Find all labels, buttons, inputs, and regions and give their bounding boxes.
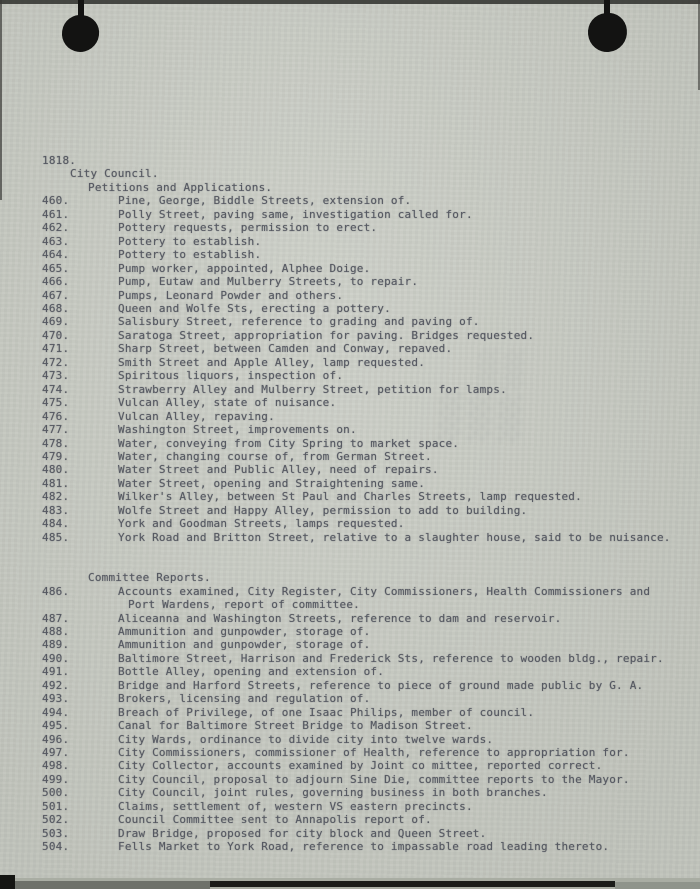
index-entry-row bbox=[0, 517, 700, 530]
entry-number: 481. bbox=[42, 476, 70, 490]
entry-number: 478. bbox=[42, 436, 70, 450]
entry-text: Ammunition and gunpowder, storage of. bbox=[118, 638, 371, 652]
entry-number: 503. bbox=[42, 826, 70, 840]
entry-text: Accounts examined, City Register, City Commissioners, Health Commissioners and bbox=[118, 584, 651, 598]
entry-number: 460. bbox=[42, 194, 70, 208]
entry-text: City Wards, ordinance to divide city into twelve wards. bbox=[118, 732, 494, 746]
index-entry-row bbox=[0, 625, 700, 638]
entry-number: 501. bbox=[42, 799, 70, 813]
index-entry-row bbox=[0, 692, 700, 705]
index-entry-row bbox=[0, 423, 700, 436]
entry-number: 466. bbox=[42, 275, 70, 289]
entry-text: Saratoga Street, appropriation for paving. Bridges requested. bbox=[118, 328, 535, 342]
entry-text: Vulcan Alley, repaving. bbox=[118, 409, 275, 423]
entry-number: 480. bbox=[42, 463, 70, 477]
bleed-through-mark: ░░ bbox=[469, 349, 524, 391]
index-entry-row bbox=[0, 612, 700, 625]
entry-text: Ammunition and gunpowder, storage of. bbox=[118, 624, 371, 638]
entry-text: Polly Street, paving same, investigation called for. bbox=[118, 207, 473, 221]
entry-number: 469. bbox=[42, 315, 70, 329]
entry-continuation-text: Port Wardens, report of committee. bbox=[128, 598, 360, 612]
section-heading: Committee Reports. bbox=[88, 571, 211, 585]
entry-text: Vulcan Alley, state of nuisance. bbox=[118, 396, 337, 410]
index-entry-row bbox=[0, 665, 700, 678]
index-entry-row bbox=[0, 369, 700, 382]
entry-text: Strawberry Alley and Mulberry Street, petition for lamps. bbox=[118, 382, 507, 396]
index-entry-row bbox=[0, 773, 700, 786]
index-entry-row bbox=[0, 531, 700, 544]
entry-text: Canal for Baltimore Street Bridge to Madison Street. bbox=[118, 719, 473, 733]
entry-number: 493. bbox=[42, 692, 70, 706]
index-entry-row bbox=[0, 490, 700, 503]
entry-text: Bottle Alley, opening and extension of. bbox=[118, 665, 385, 679]
entry-text: Bridge and Harford Streets, reference to piece of ground made public by G. A. bbox=[118, 678, 644, 692]
entry-number: 488. bbox=[42, 624, 70, 638]
binder-fastener-icon bbox=[60, 13, 102, 55]
index-entry-row bbox=[0, 652, 700, 665]
entry-text: York Road and Britton Street, relative to a slaughter house, said to be nuisance. bbox=[118, 530, 671, 544]
index-entry-row bbox=[0, 342, 700, 355]
entry-text: Water, changing course of, from German Street. bbox=[118, 449, 432, 463]
scan-edge-top bbox=[0, 0, 700, 4]
entry-text: Fells Market to York Road, reference to impassable road leading thereto. bbox=[118, 840, 610, 854]
entry-text: Claims, settlement of, western VS eastern precincts. bbox=[118, 799, 473, 813]
entry-text: Queen and Wolfe Sts, erecting a pottery. bbox=[118, 301, 391, 315]
year-label: 1818. bbox=[42, 154, 77, 167]
entry-text: Pumps, Leonard Powder and others. bbox=[118, 288, 344, 302]
entry-number: 504. bbox=[42, 840, 70, 854]
entry-number: 473. bbox=[42, 369, 70, 383]
index-entry-row bbox=[0, 208, 700, 221]
index-entry-row bbox=[0, 638, 700, 651]
entry-number: 477. bbox=[42, 423, 70, 437]
entry-number: 492. bbox=[42, 678, 70, 692]
index-sections bbox=[0, 181, 700, 854]
entry-text: City Council, joint rules, governing business in both branches. bbox=[118, 786, 548, 800]
bottom-scan-shadow bbox=[15, 881, 210, 889]
entry-text: City Commissioners, commissioner of Health, reference to appropriation for. bbox=[118, 746, 630, 760]
index-entry-row bbox=[0, 800, 700, 813]
entry-text: Wolfe Street and Happy Alley, permission to add to building. bbox=[118, 503, 528, 517]
index-entry-row bbox=[0, 410, 700, 423]
index-entry-row bbox=[0, 827, 700, 840]
index-entry-row bbox=[0, 706, 700, 719]
entry-text: Water Street, opening and Straightening same. bbox=[118, 476, 426, 490]
index-entry-row bbox=[0, 450, 700, 463]
page-title: City Council. bbox=[70, 167, 159, 181]
entry-number: 474. bbox=[42, 382, 70, 396]
entry-number: 470. bbox=[42, 328, 70, 342]
entry-text: City Council, proposal to adjourn Sine Die, committee reports to the Mayor. bbox=[118, 772, 630, 786]
entry-number: 489. bbox=[42, 638, 70, 652]
index-entry-row bbox=[0, 679, 700, 692]
entry-text: Brokers, licensing and regulation of. bbox=[118, 692, 371, 706]
entry-number: 500. bbox=[42, 786, 70, 800]
section-heading: Petitions and Applications. bbox=[88, 180, 273, 194]
entry-text: Pump worker, appointed, Alphee Doige. bbox=[118, 261, 371, 275]
index-entry-row bbox=[0, 746, 700, 759]
entry-number: 476. bbox=[42, 409, 70, 423]
index-entry-row bbox=[0, 302, 700, 315]
entry-number: 487. bbox=[42, 611, 70, 625]
entry-text: Water, conveying from City Spring to market space. bbox=[118, 436, 460, 450]
entry-number: 490. bbox=[42, 651, 70, 665]
entry-number: 496. bbox=[42, 732, 70, 746]
entry-number: 497. bbox=[42, 746, 70, 760]
entry-number: 494. bbox=[42, 705, 70, 719]
entry-text: Sharp Street, between Camden and Conway, repaved. bbox=[118, 342, 453, 356]
binder-fastener-icon bbox=[586, 11, 629, 54]
entry-number: 468. bbox=[42, 301, 70, 315]
entry-text: Pottery to establish. bbox=[118, 234, 262, 248]
entry-text: Council Committee sent to Annapolis report of. bbox=[118, 813, 432, 827]
bottom-scan-shadow bbox=[210, 881, 615, 887]
index-entry-row bbox=[0, 383, 700, 396]
index-entry-row bbox=[0, 248, 700, 261]
entry-text: Breach of Privilege, of one Isaac Philips, member of council. bbox=[118, 705, 535, 719]
index-entry-row bbox=[0, 315, 700, 328]
entry-number: 485. bbox=[42, 530, 70, 544]
entry-text: York and Goodman Streets, lamps requested. bbox=[118, 517, 405, 531]
index-entry-row bbox=[0, 437, 700, 450]
entry-text: Draw Bridge, proposed for city block and Queen Street. bbox=[118, 826, 487, 840]
index-entry-row bbox=[0, 356, 700, 369]
entry-text: Aliceanna and Washington Streets, reference to dam and reservoir. bbox=[118, 611, 562, 625]
index-entry-row bbox=[0, 235, 700, 248]
entry-number: 495. bbox=[42, 719, 70, 733]
index-entry-row bbox=[0, 194, 700, 207]
entry-number: 502. bbox=[42, 813, 70, 827]
index-entry-row bbox=[0, 585, 700, 598]
index-entry-row bbox=[0, 733, 700, 746]
entry-number: 461. bbox=[42, 207, 70, 221]
entry-number: 498. bbox=[42, 759, 70, 773]
entry-number: 499. bbox=[42, 772, 70, 786]
index-entry-row bbox=[0, 275, 700, 288]
entry-number: 484. bbox=[42, 517, 70, 531]
entry-number: 479. bbox=[42, 449, 70, 463]
entry-text: Water Street and Public Alley, need of repairs. bbox=[118, 463, 439, 477]
index-entry-row bbox=[0, 719, 700, 732]
entry-text: Spiritous liquors, inspection of. bbox=[118, 369, 344, 383]
entry-text: Salisbury Street, reference to grading and paving of. bbox=[118, 315, 480, 329]
index-entry-row bbox=[0, 262, 700, 275]
entry-text: Wilker's Alley, between St Paul and Charles Streets, lamp requested. bbox=[118, 490, 582, 504]
entry-text: Pump, Eutaw and Mulberry Streets, to repair. bbox=[118, 275, 419, 289]
index-entry-row bbox=[0, 396, 700, 409]
index-entry-row bbox=[0, 477, 700, 490]
entry-number: 467. bbox=[42, 288, 70, 302]
entry-number: 471. bbox=[42, 342, 70, 356]
bleed-through-mark: ░░░ bbox=[429, 393, 522, 443]
entry-text: Smith Street and Apple Alley, lamp requested. bbox=[118, 355, 426, 369]
entry-number: 482. bbox=[42, 490, 70, 504]
typewritten-index bbox=[0, 154, 700, 854]
index-entry-row bbox=[0, 329, 700, 342]
entry-number: 472. bbox=[42, 355, 70, 369]
entry-text: Baltimore Street, Harrison and Frederick Sts, reference to wooden bldg., repair. bbox=[118, 651, 664, 665]
entry-number: 483. bbox=[42, 503, 70, 517]
entry-text: Pottery to establish. bbox=[118, 248, 262, 262]
entry-text: Pine, George, Biddle Streets, extension of. bbox=[118, 194, 412, 208]
entry-number: 462. bbox=[42, 221, 70, 235]
entry-number: 463. bbox=[42, 234, 70, 248]
entry-number: 464. bbox=[42, 248, 70, 262]
bottom-scan-shadow bbox=[0, 875, 15, 889]
entry-text: City Collector, accounts examined by Joint co mittee, reported correct. bbox=[118, 759, 603, 773]
index-entry-row bbox=[0, 504, 700, 517]
index-entry-row bbox=[0, 759, 700, 772]
entry-number: 491. bbox=[42, 665, 70, 679]
index-entry-row bbox=[0, 221, 700, 234]
entry-number: 486. bbox=[42, 584, 70, 598]
index-entry-row bbox=[0, 813, 700, 826]
index-entry-row bbox=[0, 786, 700, 799]
index-entry-row bbox=[0, 289, 700, 302]
entry-text: Pottery requests, permission to erect. bbox=[118, 221, 378, 235]
index-entry-row bbox=[0, 840, 700, 853]
bottom-scan-shadow bbox=[615, 882, 700, 889]
index-entry-row bbox=[0, 463, 700, 476]
entry-number: 475. bbox=[42, 396, 70, 410]
entry-number: 465. bbox=[42, 261, 70, 275]
entry-text: Washington Street, improvements on. bbox=[118, 423, 357, 437]
